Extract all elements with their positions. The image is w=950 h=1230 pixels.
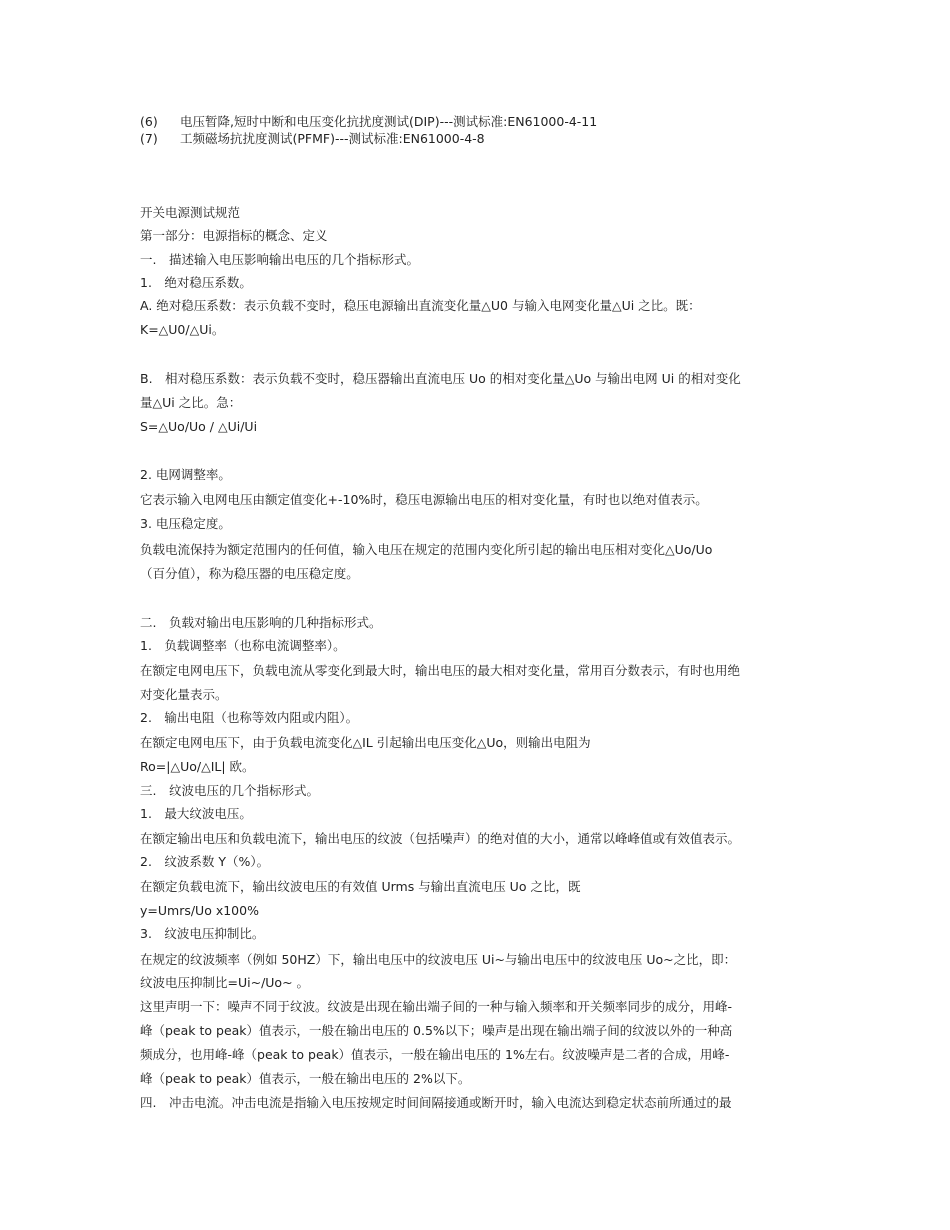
text-line: 峰（peak to peak）值表示，一般在输出电压的 0.5%以下；噪声是出现在输出端子间的纹波以外的一种高 bbox=[140, 1023, 733, 1038]
list-item-number: (6) bbox=[140, 114, 158, 129]
text-line: 1. 最大纹波电压。 bbox=[140, 806, 252, 821]
text-line: 在规定的纹波频率（例如 50HZ）下，输出电压中的纹波电压 Ui~与输出电压中的纹波电压 Uo~之比，即： bbox=[140, 952, 737, 967]
text-line: 频成分，也用峰-峰（peak to peak）值表示，一般在输出电压的 1%左右。纹波噪声是二者的合成，用峰- bbox=[140, 1047, 730, 1062]
text-line: 这里声明一下：噪声不同于纹波。纹波是出现在输出端子间的一种与输入频率和开关频率同步的成分，用峰- bbox=[140, 999, 733, 1014]
text-line: 一. 描述输入电压影响输出电压的几个指标形式。 bbox=[140, 252, 419, 267]
list-item-text: 工频磁场抗扰度测试(PFMF)---测试标准:EN61000-4-8 bbox=[180, 131, 485, 146]
formula-line: Ro=|△Uo/△IL| 欧。 bbox=[140, 759, 255, 774]
text-line: 对变化量表示。 bbox=[140, 687, 228, 702]
text-line: 峰（peak to peak）值表示，一般在输出电压的 2%以下。 bbox=[140, 1071, 471, 1086]
text-line: 2. 纹波系数 Y（%）。 bbox=[140, 854, 270, 869]
formula-line: K=△U0/△Ui。 bbox=[140, 322, 225, 337]
text-line: 在额定负载电流下，输出纹波电压的有效值 Urms 与输出直流电压 Uo 之比，既 bbox=[140, 879, 581, 894]
list-item-text: 电压暂降,短时中断和电压变化抗扰度测试(DIP)---测试标准:EN61000-4-11 bbox=[180, 114, 598, 129]
text-line: 量△Ui 之比。急： bbox=[140, 395, 242, 410]
section-heading: 第一部分：电源指标的概念、定义 bbox=[140, 228, 328, 243]
text-line: 2. 电网调整率。 bbox=[140, 467, 231, 482]
text-line: 负载电流保持为额定范围内的任何值，输入电压在规定的范围内变化所引起的输出电压相对变化△Uo/Uo bbox=[140, 542, 713, 557]
text-line: 1. 负载调整率（也称电流调整率）。 bbox=[140, 638, 346, 653]
text-line: 纹波电压抑制比=Ui~/Uo~ 。 bbox=[140, 975, 310, 990]
text-line: B. 相对稳压系数：表示负载不变时，稳压器输出直流电压 Uo 的相对变化量△Uo 与输出电网 Ui 的相对变化 bbox=[140, 371, 741, 386]
list-item-number: (7) bbox=[140, 131, 158, 146]
text-line: 在额定电网电压下，由于负载电流变化△IL 引起输出电压变化△Uo，则输出电阻为 bbox=[140, 735, 591, 750]
formula-line: S=△Uo/Uo / △Ui/Ui bbox=[140, 419, 258, 434]
text-line: 在额定电网电压下，负载电流从零变化到最大时，输出电压的最大相对变化量，常用百分数表示，有时也用绝 bbox=[140, 663, 741, 678]
text-line: 它表示输入电网电压由额定值变化+-10%时，稳压电源输出电压的相对变化量，有时也以绝对值表示。 bbox=[140, 492, 708, 507]
text-line: 四. 冲击电流。冲击电流是指输入电压按规定时间间隔接通或断开时，输入电流达到稳定状态前所通过的最 bbox=[140, 1095, 732, 1110]
text-line: 2. 输出电阻（也称等效内阻或内阻）。 bbox=[140, 710, 359, 725]
text-line: 3. 电压稳定度。 bbox=[140, 516, 231, 531]
formula-line: y=Umrs/Uo x100% bbox=[140, 903, 259, 918]
text-line: 在额定输出电压和负载电流下，输出电压的纹波（包括噪声）的绝对值的大小，通常以峰峰值或有效值表示。 bbox=[140, 831, 741, 846]
text-line: 1. 绝对稳压系数。 bbox=[140, 275, 252, 290]
text-line: 二. 负载对输出电压影响的几种指标形式。 bbox=[140, 615, 382, 630]
text-line: A. 绝对稳压系数：表示负载不变时，稳压电源输出直流变化量△U0 与输入电网变化量△Ui 之比。既： bbox=[140, 298, 701, 313]
text-line: （百分值），称为稳压器的电压稳定度。 bbox=[140, 566, 359, 581]
text-line: 3. 纹波电压抑制比。 bbox=[140, 926, 265, 941]
list-item bbox=[140, 113, 597, 131]
document-title: 开关电源测试规范 bbox=[140, 205, 241, 220]
text-line: 三. 纹波电压的几个指标形式。 bbox=[140, 783, 319, 798]
list-item bbox=[140, 130, 485, 148]
